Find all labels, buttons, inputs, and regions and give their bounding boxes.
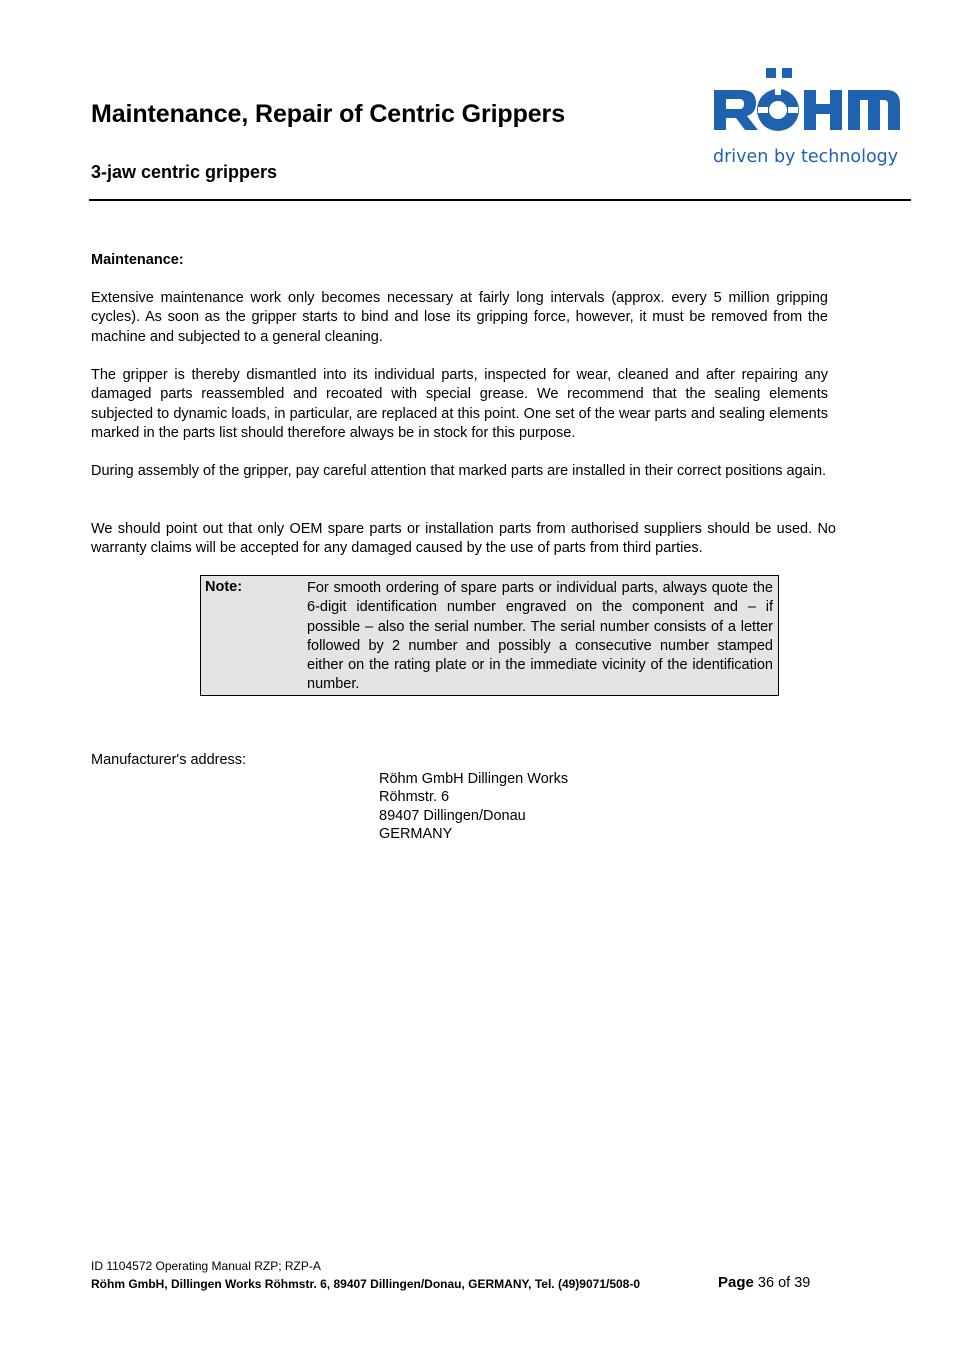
roehm-logo <box>710 66 910 176</box>
address-line: Röhmstr. 6 <box>379 789 450 806</box>
note-text: For smooth ordering of spare parts or individual parts, always quote the 6-digit identification number engraved on the component and – if possible – also the serial number. The serial number consists of a letter followed by 2 number and possibly a consecutive number stamped either on the rating plate or in the immediate vicinity of the identification number. <box>307 580 773 693</box>
header-divider <box>89 199 911 201</box>
footer-document-id: ID 1104572 Operating Manual RZP; RZP-A <box>91 1259 321 1273</box>
footer-company-address: Röhm GmbH, Dillingen Works Röhmstr. 6, 89407 Dillingen/Donau, GERMANY, Tel. (49)9071/508-0 <box>91 1277 641 1291</box>
maintenance-heading: Maintenance: <box>91 252 184 268</box>
manufacturer-address-label: Manufacturer's address: <box>91 752 247 768</box>
page-word: Page <box>718 1274 754 1291</box>
manufacturer-address <box>379 770 568 843</box>
page-current: 36 <box>757 1275 775 1291</box>
address-line: 89407 Dillingen/Donau <box>379 807 526 824</box>
page-total: 39 <box>794 1275 811 1291</box>
page-number <box>718 1274 810 1291</box>
logo-tagline: driven by technology <box>713 147 899 167</box>
maintenance-paragraph-3: During assembly of the gripper, pay careful attention that marked parts are installed in their correct positions again. <box>91 463 827 479</box>
maintenance-paragraph-4: We should point out that only OEM spare parts or installation parts from authorised suppliers should be used. No warranty claims will be accepted for any damaged caused by the use of parts from third parties. <box>91 521 836 557</box>
page-subtitle: 3-jaw centric grippers <box>91 162 278 182</box>
maintenance-paragraph-1: Extensive maintenance work only becomes necessary at fairly long intervals (approx. every 5 million gripping cycles). As soon as the gripper starts to bind and lose its gripping force, however, it must be removed from the machine and subjected to a general cleaning. <box>91 290 828 345</box>
maintenance-paragraph-2: The gripper is thereby dismantled into its individual parts, inspected for wear, cleaned and after repairing any damaged parts reassembled and recoated with special grease. We recommend that the sealing elements subjected to dynamic loads, in particular, are replaced at this point. One set of the wear parts and sealing elements marked in the parts list should therefore always be in stock for this purpose. <box>91 367 828 441</box>
note-label: Note: <box>205 579 243 595</box>
note-box <box>200 575 779 696</box>
page-of: of <box>778 1275 791 1291</box>
address-line: Röhm GmbH Dillingen Works <box>379 771 569 787</box>
page-title: Maintenance, Repair of Centric Grippers <box>91 100 565 128</box>
address-line: GERMANY <box>379 825 453 842</box>
roehm-logo-graphic <box>710 66 910 176</box>
